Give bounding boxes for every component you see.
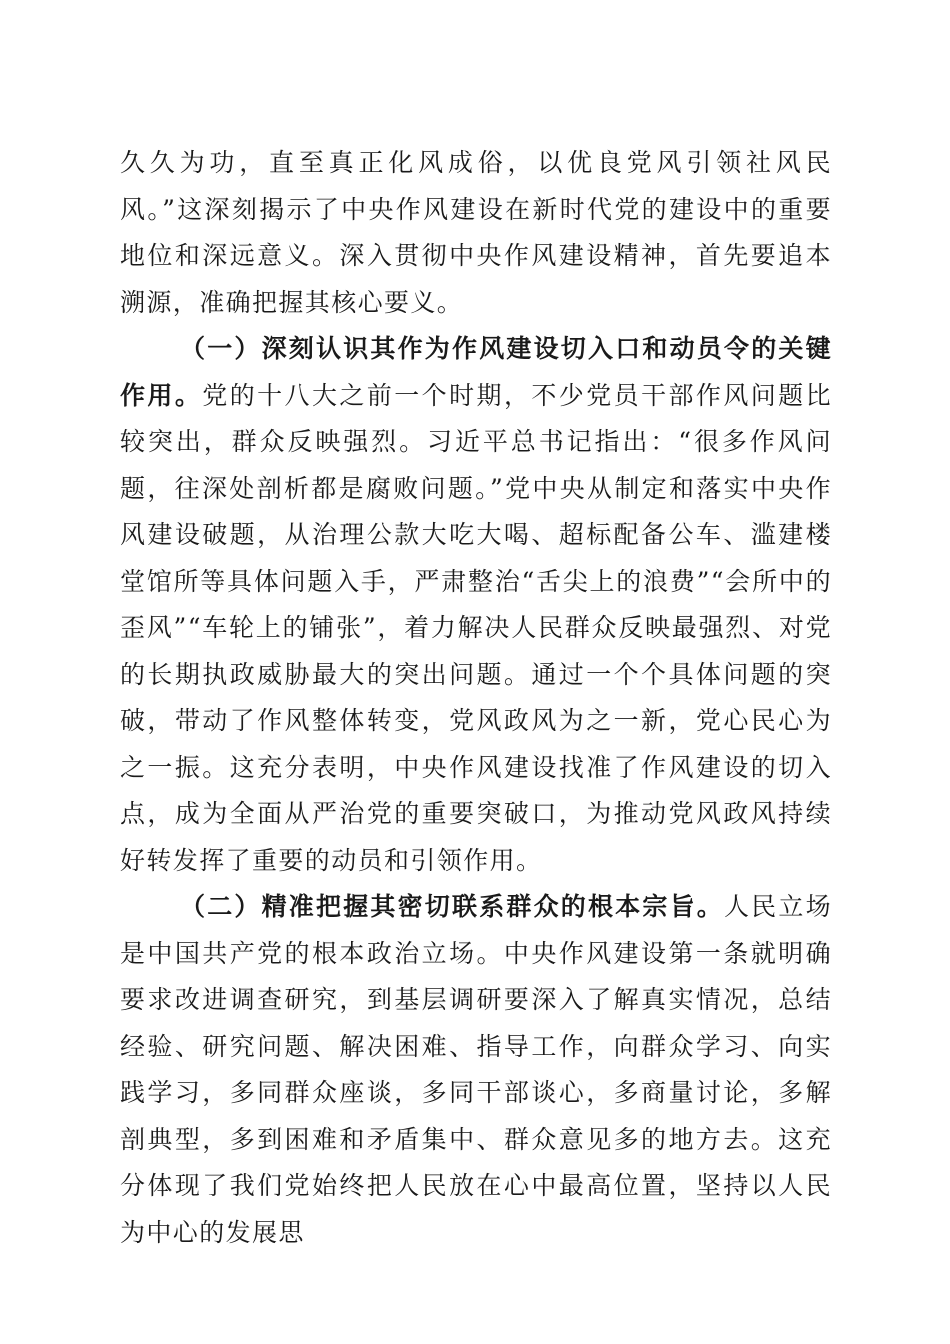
paragraph-section-1 <box>120 326 832 884</box>
paragraph-text: 人民立场是中国共产党的根本政治立场。中央作风建设第一条就明确要求改进调查研究，到基层调研要深入了解真实情况，总结经验、研究问题、解决困难、指导工作，向群众学习、向实践学习，多同群众座谈，多同干部谈心，多商量讨论，多解剖典型，多到困难和矛盾集中、群众意见多的地方去。这充分体现了我们党始终把人民放在心中最高位置，坚持以人民为中心的发展思 <box>120 892 832 1247</box>
section-heading: （二）精准把握其密切联系群众的根本宗旨。 <box>180 892 724 921</box>
paragraph-text: 党的十八大之前一个时期，不少党员干部作风问题比较突出，群众反映强烈。习近平总书记指出：“很多作风问题，往深处剖析都是腐败问题。”党中央从制定和落实中央作风建设破题，从治理公款大吃大喝、超标配备公车、滥建楼堂馆所等具体问题入手，严肃整治“舌尖上的浪费”“会所中的歪风”“车轮上的铺张”，着力解决人民群众反映最强烈、对党的长期执政威胁最大的突出问题。通过一个个具体问题的突破，带动了作风整体转变，党风政风为之一新，党心民心为之一振。这充分表明，中央作风建设找准了作风建设的切入点，成为全面从严治党的重要突破口，为推动党风政风持续好转发挥了重要的动员和引领作用。 <box>120 380 833 875</box>
paragraph-section-2 <box>120 884 832 1256</box>
section-heading: （一）深刻认识其作为作风建设切入口和动员令的关键作用。 <box>120 334 832 410</box>
body-text <box>120 140 832 1256</box>
paragraph-text: 久久为功，直至真正化风成俗，以优良党风引领社风民风。”这深刻揭示了中央作风建设在新时代党的建设中的重要地位和深远意义。深入贯彻中央作风建设精神，首先要追本溯源，准确把握其核心要义。 <box>120 148 832 317</box>
paragraph-continued <box>120 140 832 326</box>
